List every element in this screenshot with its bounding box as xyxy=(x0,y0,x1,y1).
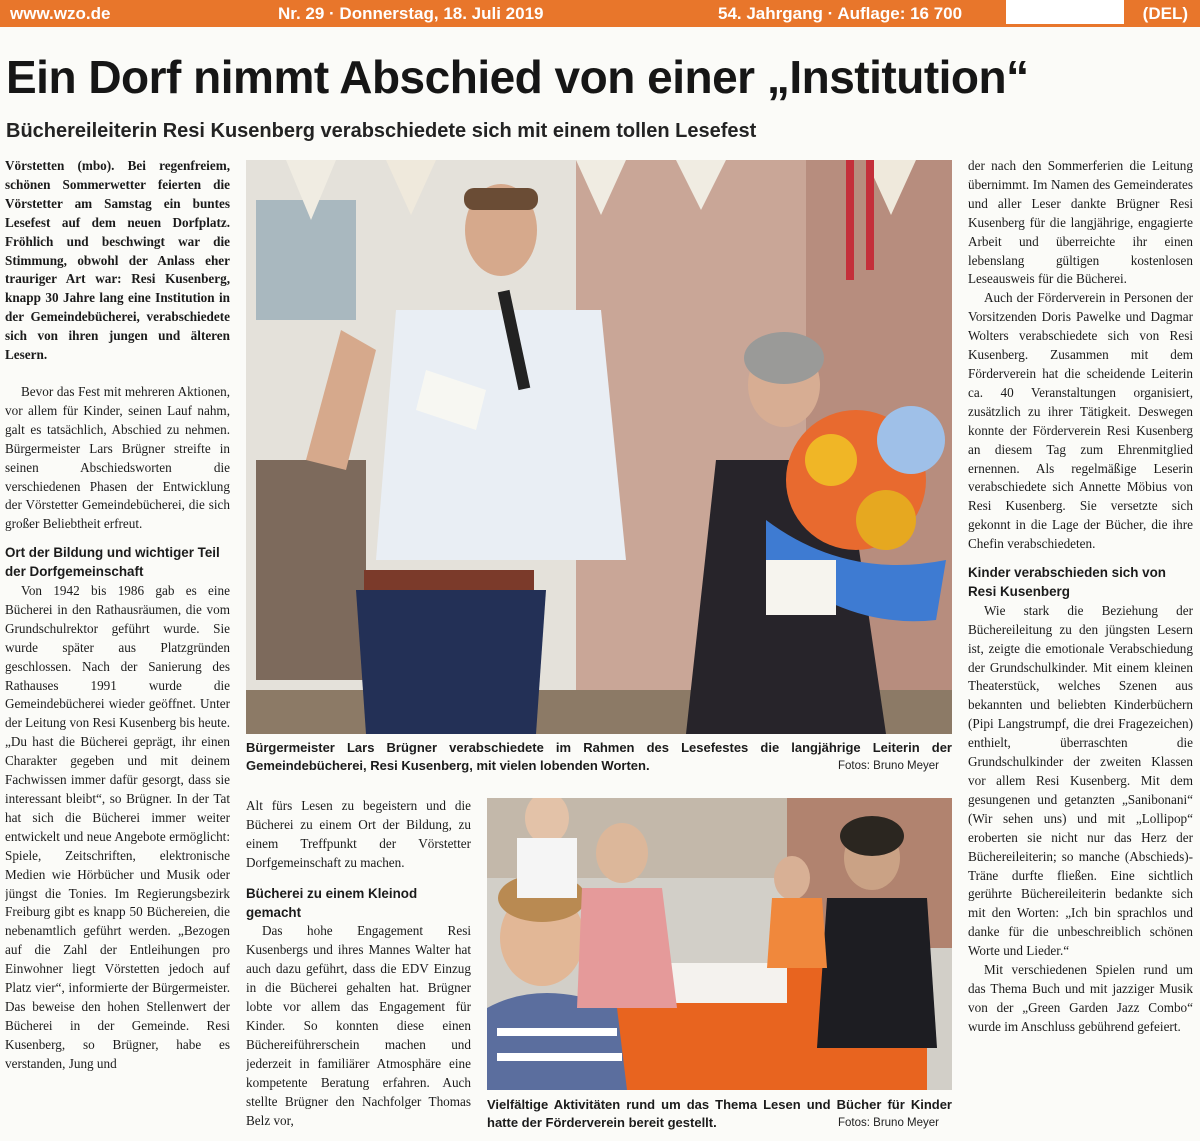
headline: Ein Dorf nimmt Abschied von einer „Institution“ xyxy=(6,51,1029,103)
body-paragraph: Das hohe Engagement Resi Kusenbergs und ihres Mannes Walter hat auch dazu geführt, dass die EDV Einzug in die Bücherei gehalten hat. Brügner lobte vor allem das Engagement für Kinder. So konnten diese einen Büchereiführerschein machen und jederzeit in familiärer Atmosphäre eine kompetente Beratung erfahren. Auch stellte Brügner den Nachfolger Thomas Belz vor, xyxy=(246,923,471,1128)
lead-paragraph: Vörstetten (mbo). Bei regenfreiem, schönen Sommerwetter feierten die Vörstetter am Samstag ein buntes Lesefest auf dem neuen Dorfplatz. Fröhlich und beschwingt war die Stimmung, obwohl der Anlass eher trauriger Art war: Resi Kusenberg, knapp 30 Jahre lang eine Institution in der Gemeindebücherei, verabschiedete sich von ihren jungen und älteren Lesern. xyxy=(5,158,230,363)
body-paragraph: Alt fürs Lesen zu begeistern und die Bücherei zu einem Ort der Bildung, zu einem Treffpunkt der Vörstetter Dorfgemeinschaft zu machen. xyxy=(246,798,471,870)
scan-artifact xyxy=(1006,0,1124,24)
main-photo xyxy=(246,160,952,734)
issue-info: Nr. 29 · Donnerstag, 18. Juli 2019 xyxy=(278,4,544,23)
body-paragraph: Mit verschiedenen Spielen rund um das Thema Buch und mit jazziger Musik von der „Green Garden Jazz Combo“ wurde im Anschluss gebührend gefeiert. xyxy=(968,962,1193,1034)
section-heading: Bücherei zu einem Kleinod gemacht xyxy=(246,885,418,920)
body-paragraph: Von 1942 bis 1986 gab es eine Bücherei in den Rathausräumen, die vom Grundschulrektor geführt wurde. Sie wurde später aus Platzgründen geschlossen. Nach der Sanierung des Rathauses 1991 wurde die Gemeindebücherei wieder geöffnet. Unter der Leitung von Resi Kusenberg bis heute. „Du hast die Bücherei geprägt, ihr einen Charakter gegeben und mit deinem Fachwissen immer dafür gesorgt, dass sie interessant bleibt“, so Brügner. In der Tat hat sich die Bücherei immer weiter entwickelt und neue Angebote ermöglicht: Spiele, Zeitschriften, elektronische Medien wie Hörbücher und Musik oder jüngst die Tonies. Im Regierungsbezirk Freiburg gibt es knapp 50 Büchereien, die nebenamtlich geführt werden. „Bezogen auf die Zahl der Entleihungen pro Einwohner liegt Vörstetten jedoch auf Platz vier“, informierte der Bürgermeister. Das beweise den hohen Stellenwert der Bücherei in der Gemeinde. Resi Kusenberg, so Brügner, habe es verstanden, Jung und xyxy=(5,583,230,1071)
body-paragraph: Auch der Förderverein in Personen der Vorsitzenden Doris Pawelke und Dagmar Wolters verabschiedete sich von Resi Kusenberg. Zusammen mit dem Förderverein hat die scheidende Leiterin ca. 40 Veranstaltungen organisiert, zusätzlich zu ihrer Tätigkeit. Deswegen konnte der Förderverein Resi Kusenberg an diesem Tag zum Ehrenmitglied ernennen. Als regelmäßige Leserin verabschiedete sich Annette Möbius von Resi Kusenberg. Sie versetzte sich gekonnt in die Lage der Bücher, die ihre Chefin verabschiedeten. xyxy=(968,290,1193,552)
photo-caption: Vielfältige Aktivitäten rund um das Thema Lesen und Bücher für Kinder hatte der Förderverein bereit gestellt. xyxy=(487,1097,952,1130)
text-column-1 xyxy=(5,157,230,1137)
body-paragraph: der nach den Sommerferien die Leitung übernimmt. Im Namen des Gemeinderates und aller Leser dankte Brügner Resi Kusenberg für die langjährige, engagierte Arbeit und überreichte ihr einen lebenslang gültigen kostenlosen Leseausweis für die Bücherei. xyxy=(968,158,1193,287)
second-photo xyxy=(487,798,952,1090)
section-heading: Ort der Bildung und wichtiger Teil der Dorfgemeinschaft xyxy=(5,545,220,580)
text-column-4 xyxy=(968,157,1193,1137)
volume-info: 54. Jahrgang · Auflage: 16 700 xyxy=(718,4,963,23)
photo-caption: Bürgermeister Lars Brügner verabschiedete im Rahmen des Lesefestes die langjährige Leiterin der Gemeindebücherei, Resi Kusenberg, mit vielen lobenden Worten. xyxy=(246,740,952,773)
photo-credit: Fotos: Bruno Meyer xyxy=(838,760,939,772)
site-url: www.wzo.de xyxy=(10,4,111,23)
body-paragraph: Bevor das Fest mit mehreren Aktionen, vor allem für Kinder, seinen Lauf nahm, galt es tatsächlich, Abschied zu nehmen. Bürgermeister Lars Brügner streifte in seinen Abschiedsworten die verschiedenen Phasen der Entwicklung der Vörstetter Gemeindebücherei, die sich großer Beliebtheit erfreut. xyxy=(5,383,230,532)
body-paragraph: Wie stark die Beziehung der Büchereileitung zu den jüngsten Lesern ist, zeigte die emotionale Verabschiedung der Grundschulkinder. Mit einem kleinen Theaterstück, welches Szenen aus bekannten und beliebten Kinderbüchern (Pipi Langstrumpf, die drei Fragezeichen) enthielt, überraschten die Grundschulkinder der zweiten Klassen vor allem Resi Kusenberg. Mit dem gesungenen und getanzten „Sanibonani“ (Wir sehen uns) und mit „Lollipop“ eroberten sie nicht nur das Herz der Büchereileiterin; so manche (Abschieds)-Träne durfte fließen. Eine sichtlich gerührte Büchereileiterin bedankte sich mit den Worten: „Ich bin sprachlos und danke für die unbeschreiblich schönen Worte und Lieder.“ xyxy=(968,602,1193,959)
region-code: (DEL) xyxy=(1142,4,1188,23)
text-column-2 xyxy=(246,797,471,1137)
subheadline: Büchereileiterin Resi Kusenberg verabschiedete sich mit einem tollen Lesefest xyxy=(6,120,757,142)
section-heading: Kinder verabschieden sich von Resi Kusenberg xyxy=(968,565,1166,599)
photo-credit: Fotos: Bruno Meyer xyxy=(838,1117,939,1129)
